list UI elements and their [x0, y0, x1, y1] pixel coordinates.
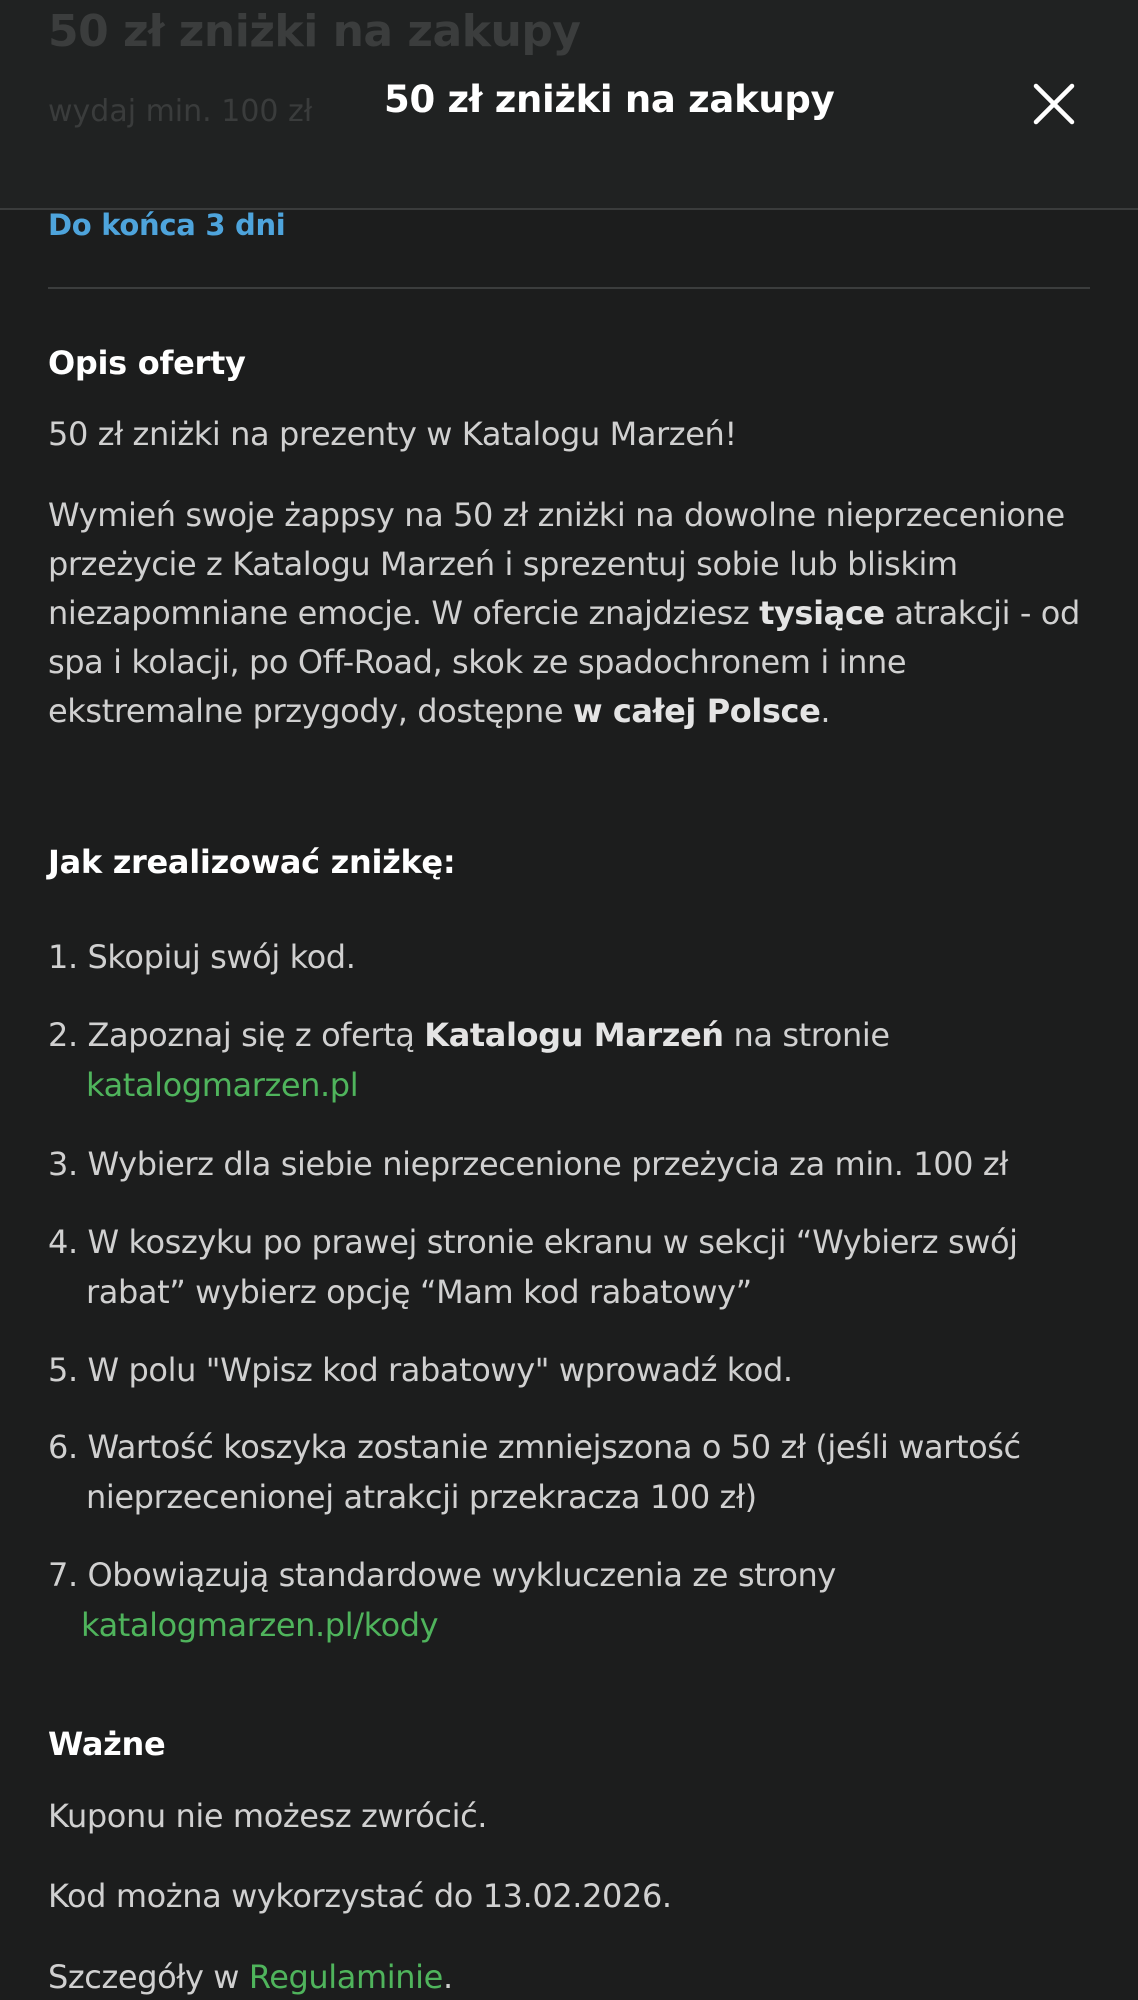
- description-lead: 50 zł zniżki na prezenty w Katalogu Marzeń!: [48, 415, 737, 453]
- important-line-1: Kuponu nie możesz zwrócić.: [48, 1797, 488, 1835]
- howto-step-2: [48, 1010, 1108, 1110]
- modal-title: 50 zł zniżki na zakupy: [384, 78, 835, 121]
- expiry-label: Do końca 3 dni: [48, 208, 286, 242]
- background-offer-title: 50 zł zniżki na zakupy: [48, 6, 581, 57]
- description-bold-1: tysiące: [759, 594, 885, 632]
- important-line-3: [48, 1953, 1098, 2000]
- modal-header: [0, 0, 1138, 210]
- step-4-line-2: rabat” wybierz opcję “Mam kod rabatowy”: [86, 1273, 752, 1311]
- step-2-bold: Katalogu Marzeń: [424, 1016, 724, 1054]
- howto-title: Jak zrealizować zniżkę:: [48, 843, 456, 881]
- description-bold-2: w całej Polsce: [572, 692, 821, 730]
- howto-step-4: [48, 1217, 1108, 1317]
- terms-suffix: .: [442, 1958, 453, 1996]
- step-2-suffix: na stronie: [723, 1016, 890, 1054]
- description-body: [48, 491, 1098, 736]
- description-text-1: Wymień swoje żappsy na 50 zł zniżki na dowolne nieprzecenione przeżycie z Katalogu Marzeń i sprezentuj sobie lub bliskim niezapomniane emocje. W ofercie znajdziesz: [48, 496, 1065, 632]
- important-line-2: Kod można wykorzystać do 13.02.2026.: [48, 1877, 672, 1915]
- katalogmarzen-kody-link[interactable]: katalogmarzen.pl/kody: [81, 1606, 439, 1644]
- background-offer-subtitle: wydaj min. 100 zł: [48, 94, 313, 129]
- howto-step-6: [48, 1422, 1108, 1522]
- close-icon: [1028, 78, 1080, 130]
- step-2-text: 2. Zapoznaj się z ofertą: [48, 1016, 425, 1054]
- katalogmarzen-link[interactable]: katalogmarzen.pl: [86, 1066, 359, 1104]
- howto-step-5: 5. W polu "Wpisz kod rabatowy" wprowadź kod.: [48, 1351, 793, 1389]
- step-6-line-1: 6. Wartość koszyka zostanie zmniejszona o 50 zł (jeśli wartość: [48, 1428, 1021, 1466]
- important-title: Ważne: [48, 1725, 166, 1763]
- howto-step-7: [48, 1550, 1108, 1650]
- terms-prefix: Szczegóły w: [48, 1958, 249, 1996]
- step-6-line-2: nieprzecenionej atrakcji przekracza 100 zł): [86, 1478, 757, 1516]
- step-7-text: 7. Obowiązują standardowe wykluczenia ze strony: [48, 1556, 836, 1594]
- terms-link[interactable]: Regulaminie: [248, 1958, 443, 1996]
- close-button[interactable]: [1028, 78, 1080, 130]
- description-text-3: .: [820, 692, 831, 730]
- howto-step-3: 3. Wybierz dla siebie nieprzecenione przeżycia za min. 100 zł: [48, 1145, 1008, 1183]
- description-text-2: atrakcji - od spa i kolacji, po Off-Road, skok ze spadochronem i inne ekstremalne przygody, dostępne: [48, 594, 1080, 730]
- description-title: Opis oferty: [48, 344, 246, 382]
- divider: [48, 287, 1090, 289]
- step-4-line-1: 4. W koszyku po prawej stronie ekranu w sekcji “Wybierz swój: [48, 1223, 1018, 1261]
- howto-step-1: 1. Skopiuj swój kod.: [48, 938, 356, 976]
